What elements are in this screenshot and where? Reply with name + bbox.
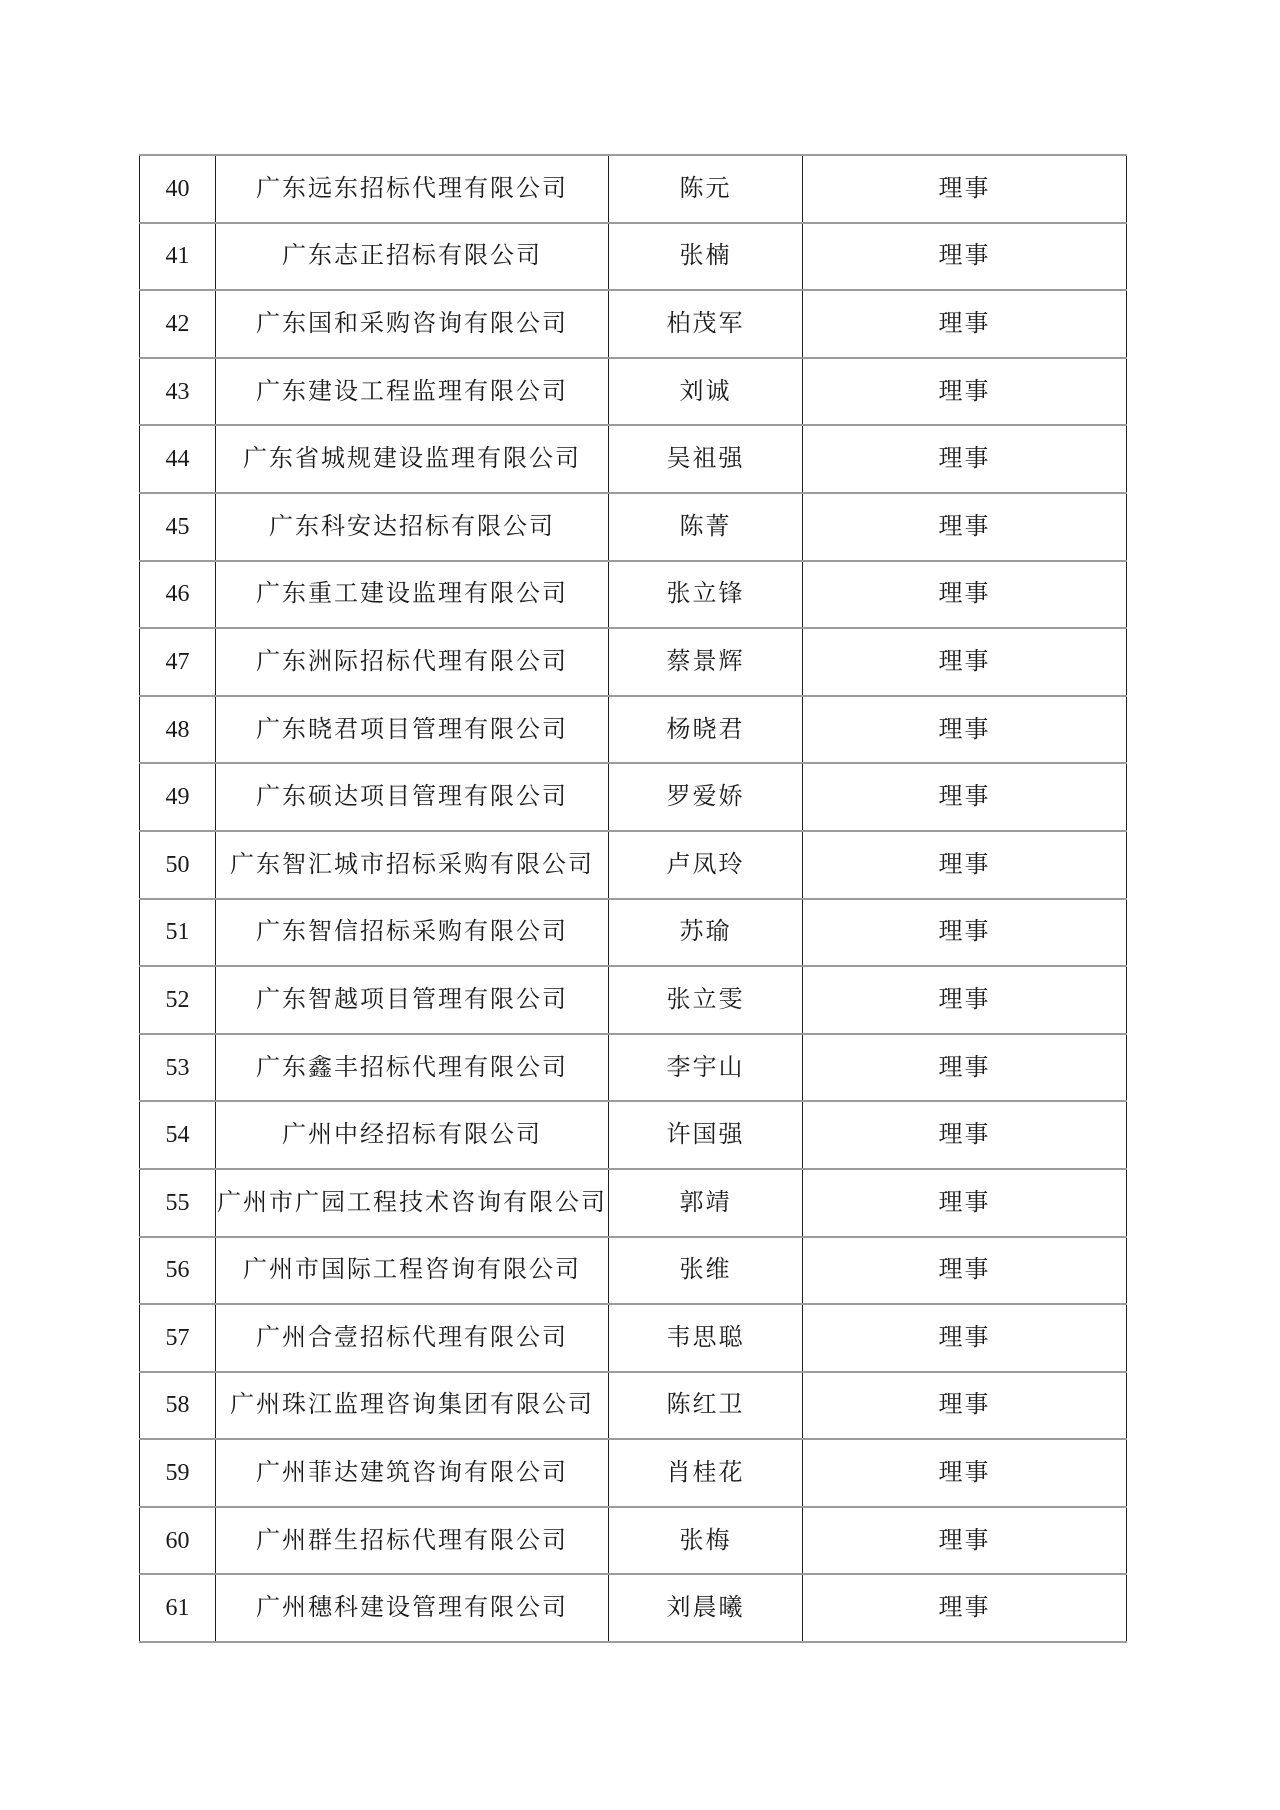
- person-name-cell: 蔡景辉: [609, 628, 803, 696]
- person-name-cell: 柏茂军: [609, 290, 803, 358]
- row-number-cell: 47: [140, 628, 216, 696]
- person-name-cell: 肖桂花: [609, 1439, 803, 1507]
- person-name-cell: 吴祖强: [609, 425, 803, 493]
- person-name-cell: 张楠: [609, 223, 803, 291]
- table-row: [140, 1439, 1127, 1507]
- person-name-cell: 陈元: [609, 155, 803, 223]
- table-row: [140, 1372, 1127, 1440]
- person-name-cell: 郭靖: [609, 1169, 803, 1237]
- person-name-cell: 张梅: [609, 1507, 803, 1575]
- row-number-cell: 44: [140, 425, 216, 493]
- table-row: [140, 763, 1127, 831]
- person-name-cell: 苏瑜: [609, 899, 803, 967]
- company-name-cell: 广东智越项目管理有限公司: [216, 966, 609, 1034]
- row-number-cell: 57: [140, 1304, 216, 1372]
- role-cell: 理事: [803, 966, 1127, 1034]
- row-number-cell: 50: [140, 831, 216, 899]
- person-name-cell: 刘晨曦: [609, 1574, 803, 1642]
- company-name-cell: 广州中经招标有限公司: [216, 1101, 609, 1169]
- role-cell: 理事: [803, 1169, 1127, 1237]
- table-row: [140, 1507, 1127, 1575]
- company-name-cell: 广州合壹招标代理有限公司: [216, 1304, 609, 1372]
- company-name-cell: 广州市广园工程技术咨询有限公司: [216, 1169, 609, 1237]
- role-cell: 理事: [803, 1574, 1127, 1642]
- role-cell: 理事: [803, 425, 1127, 493]
- role-cell: 理事: [803, 1034, 1127, 1102]
- table-row: [140, 1237, 1127, 1305]
- person-name-cell: 张维: [609, 1237, 803, 1305]
- role-cell: 理事: [803, 1101, 1127, 1169]
- row-number-cell: 58: [140, 1372, 216, 1440]
- company-name-cell: 广东志正招标有限公司: [216, 223, 609, 291]
- company-name-cell: 广东重工建设监理有限公司: [216, 561, 609, 629]
- role-cell: 理事: [803, 1507, 1127, 1575]
- person-name-cell: 杨晓君: [609, 696, 803, 764]
- row-number-cell: 54: [140, 1101, 216, 1169]
- table-row: [140, 1034, 1127, 1102]
- table-row: [140, 425, 1127, 493]
- role-cell: 理事: [803, 155, 1127, 223]
- row-number-cell: 59: [140, 1439, 216, 1507]
- table-row: [140, 1304, 1127, 1372]
- company-name-cell: 广东鑫丰招标代理有限公司: [216, 1034, 609, 1102]
- row-number-cell: 52: [140, 966, 216, 1034]
- person-name-cell: 张立锋: [609, 561, 803, 629]
- row-number-cell: 48: [140, 696, 216, 764]
- row-number-cell: 46: [140, 561, 216, 629]
- table-row: [140, 628, 1127, 696]
- company-name-cell: 广东晓君项目管理有限公司: [216, 696, 609, 764]
- company-name-cell: 广东智汇城市招标采购有限公司: [216, 831, 609, 899]
- row-number-cell: 40: [140, 155, 216, 223]
- table-row: [140, 1574, 1127, 1642]
- table-row: [140, 1101, 1127, 1169]
- table-row: [140, 223, 1127, 291]
- role-cell: 理事: [803, 1439, 1127, 1507]
- row-number-cell: 55: [140, 1169, 216, 1237]
- person-name-cell: 韦思聪: [609, 1304, 803, 1372]
- company-name-cell: 广东硕达项目管理有限公司: [216, 763, 609, 831]
- role-cell: 理事: [803, 223, 1127, 291]
- company-name-cell: 广东建设工程监理有限公司: [216, 358, 609, 426]
- role-cell: 理事: [803, 899, 1127, 967]
- person-name-cell: 许国强: [609, 1101, 803, 1169]
- company-name-cell: 广东远东招标代理有限公司: [216, 155, 609, 223]
- role-cell: 理事: [803, 561, 1127, 629]
- role-cell: 理事: [803, 290, 1127, 358]
- row-number-cell: 53: [140, 1034, 216, 1102]
- company-name-cell: 广东智信招标采购有限公司: [216, 899, 609, 967]
- table-row: [140, 696, 1127, 764]
- table-row: [140, 358, 1127, 426]
- table-row: [140, 1169, 1127, 1237]
- table-row: [140, 155, 1127, 223]
- company-name-cell: 广东科安达招标有限公司: [216, 493, 609, 561]
- table-row: [140, 290, 1127, 358]
- row-number-cell: 60: [140, 1507, 216, 1575]
- company-name-cell: 广州市国际工程咨询有限公司: [216, 1237, 609, 1305]
- member-roster-table: [139, 154, 1127, 1643]
- role-cell: 理事: [803, 1237, 1127, 1305]
- role-cell: 理事: [803, 763, 1127, 831]
- company-name-cell: 广东洲际招标代理有限公司: [216, 628, 609, 696]
- person-name-cell: 刘诚: [609, 358, 803, 426]
- role-cell: 理事: [803, 493, 1127, 561]
- company-name-cell: 广东省城规建设监理有限公司: [216, 425, 609, 493]
- table-row: [140, 561, 1127, 629]
- row-number-cell: 56: [140, 1237, 216, 1305]
- role-cell: 理事: [803, 628, 1127, 696]
- role-cell: 理事: [803, 831, 1127, 899]
- row-number-cell: 51: [140, 899, 216, 967]
- table-row: [140, 966, 1127, 1034]
- person-name-cell: 陈菁: [609, 493, 803, 561]
- role-cell: 理事: [803, 1372, 1127, 1440]
- company-name-cell: 广东国和采购咨询有限公司: [216, 290, 609, 358]
- row-number-cell: 42: [140, 290, 216, 358]
- person-name-cell: 卢凤玲: [609, 831, 803, 899]
- row-number-cell: 41: [140, 223, 216, 291]
- role-cell: 理事: [803, 1304, 1127, 1372]
- person-name-cell: 李宇山: [609, 1034, 803, 1102]
- row-number-cell: 49: [140, 763, 216, 831]
- company-name-cell: 广州群生招标代理有限公司: [216, 1507, 609, 1575]
- role-cell: 理事: [803, 358, 1127, 426]
- row-number-cell: 61: [140, 1574, 216, 1642]
- row-number-cell: 45: [140, 493, 216, 561]
- company-name-cell: 广州菲达建筑咨询有限公司: [216, 1439, 609, 1507]
- table-row: [140, 831, 1127, 899]
- row-number-cell: 43: [140, 358, 216, 426]
- table-row: [140, 493, 1127, 561]
- person-name-cell: 张立雯: [609, 966, 803, 1034]
- company-name-cell: 广州珠江监理咨询集团有限公司: [216, 1372, 609, 1440]
- person-name-cell: 陈红卫: [609, 1372, 803, 1440]
- company-name-cell: 广州穗科建设管理有限公司: [216, 1574, 609, 1642]
- person-name-cell: 罗爱娇: [609, 763, 803, 831]
- role-cell: 理事: [803, 696, 1127, 764]
- table-row: [140, 899, 1127, 967]
